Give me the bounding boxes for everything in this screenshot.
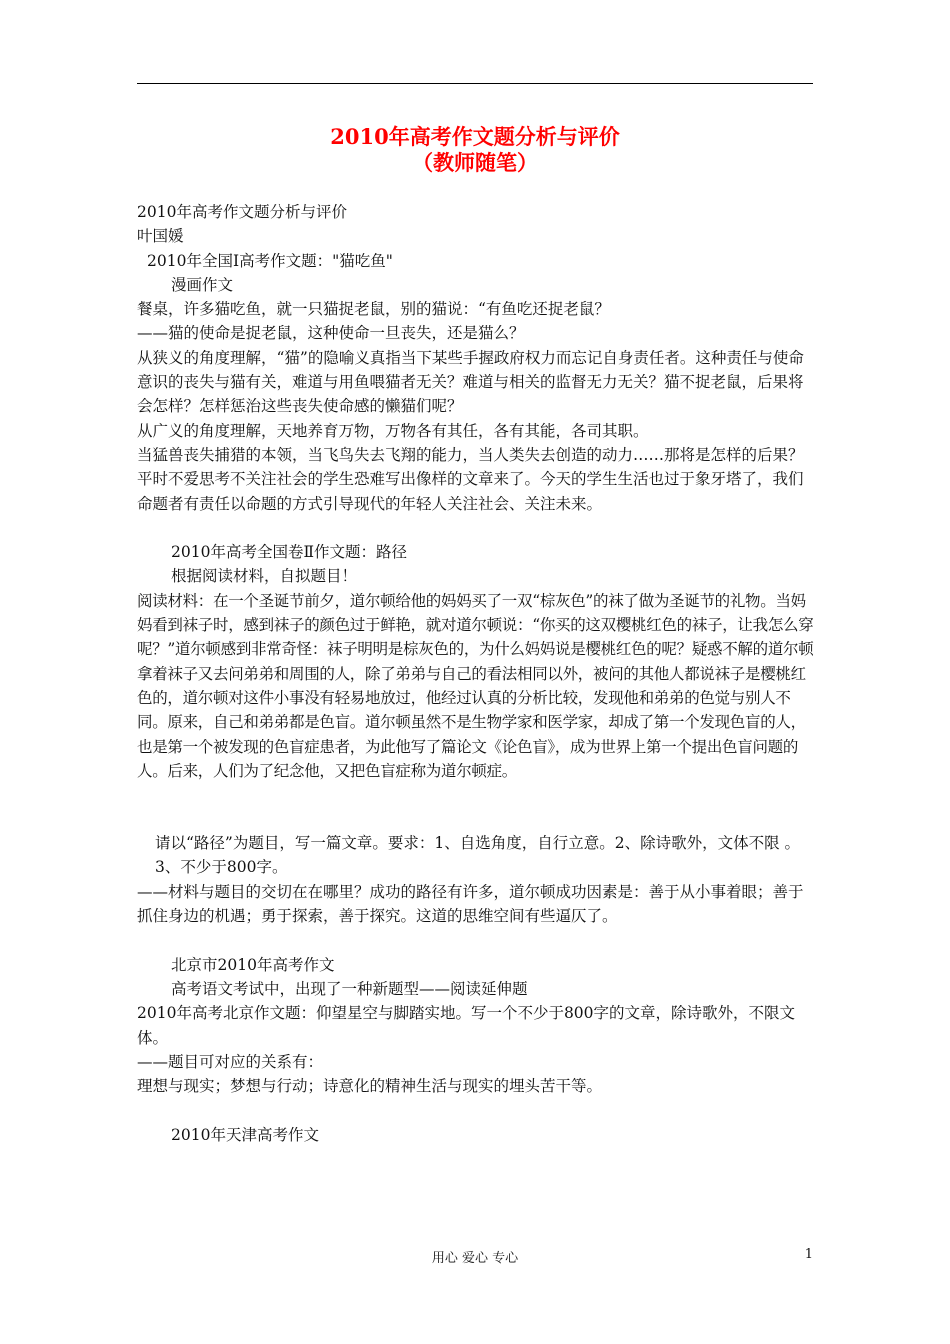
paragraph: 理想与现实；梦想与行动；诗意化的精神生活与现实的埋头苦干等。 bbox=[137, 1077, 603, 1096]
paragraph-topic-2: 2010年高考全国卷Ⅱ作文题：路径 bbox=[171, 543, 407, 562]
paragraph-author: 叶国媛 bbox=[137, 227, 184, 246]
paragraph-topic-4: 2010年天津高考作文 bbox=[171, 1125, 319, 1144]
paragraph: ——猫的使命是捉老鼠，这种使命一旦丧失，还是猫么？ bbox=[137, 324, 525, 343]
paragraph-heading: 2010年高考作文题分析与评价 bbox=[137, 203, 347, 221]
paragraph: ——题目可对应的关系有： bbox=[137, 1052, 324, 1071]
paragraph-topic-3: 北京市2010年高考作文 bbox=[171, 955, 335, 974]
blank-line bbox=[137, 516, 815, 540]
paragraph: 2010年高考北京作文题：仰望星空与脚踏实地。写一个不少于800字的文章，除诗歌外，不限文体。 bbox=[137, 1004, 796, 1047]
header-rule bbox=[137, 83, 813, 84]
paragraph-reading-material: 阅读材料：在一个圣诞节前夕，道尔顿给他的妈妈买了一双“棕灰色”的袜了做为圣诞节的礼物。当妈妈看到袜子时，感到袜子的颜色过于鲜艳，就对道尔顿说：“你买的这双樱桃红色的袜子，让我怎么穿呢？”道尔顿感到非常奇怪：袜子明明是棕灰色的，为什么妈妈说是樱桃红色的呢？疑惑不解的道尔顿拿着袜子又去问弟弟和周围的人，除了弟弟与自己的看法相同以外，被问的其他人都说袜子是樱桃红色的，道尔顿对这件小事没有轻易地放过，他经过认真的分析比较，发现他和弟弟的色觉与别人不同。原来，自己和弟弟都是色盲。道尔顿虽然不是生物学家和医学家，却成了第一个发现色盲的人，也是第一个被发现的色盲症患者，为此他写了篇论文《论色盲》，成为世界上第一个提出色盲问题的人。后来，人们为了纪念他，又把色盲症称为道尔顿症。 bbox=[137, 591, 814, 780]
blank-line bbox=[137, 1098, 815, 1122]
paragraph-topic-1: 2010年全国Ⅰ高考作文题："猫吃鱼" bbox=[147, 251, 393, 270]
paragraph-requirements: 请以“路径”为题目，写一篇文章。要求：1、自选角度，自行立意。2、除诗歌外，文体不限 。3、不少于800字。 bbox=[155, 834, 801, 877]
blank-line bbox=[137, 783, 815, 831]
paragraph: 根据阅读材料，自拟题目！ bbox=[171, 567, 358, 586]
paragraph: ——材料与题目的交切在在哪里？成功的路径有许多，道尔顿成功因素是：善于从小事着眼；善于抓住身边的机遇；勇于探索，善于探究。这道的思维空间有些逼仄了。 bbox=[137, 882, 804, 926]
footer-motto: 用心 爱心 专心 bbox=[431, 1251, 519, 1266]
document-subtitle: （教师随笔） bbox=[412, 150, 538, 175]
page-number: 1 bbox=[804, 1247, 813, 1262]
document-title: 2010年高考作文题分析与评价 bbox=[330, 124, 620, 149]
paragraph-comic-essay: 漫画作文 bbox=[171, 275, 234, 294]
paragraph: 平时不爱思考不关注社会的学生恐难写出像样的文章来了。今天的学生生活也过于象牙塔了，我们命题者有责任以命题的方式引导现代的年轻人关注社会、关注未来。 bbox=[137, 470, 804, 513]
paragraph: 从广义的角度理解，天地养育万物，万物各有其任，各有其能，各司其职。 bbox=[137, 421, 649, 440]
paragraph: 从狭义的角度理解，“猫”的隐喻义真指当下某些手握政府权力而忘记自身责任者。这种责任与使命意识的丧失与猫有关，难道与用鱼喂猫者无关？难道与相关的监督无力无关？猫不捉老鼠，后果将会怎样？怎样惩治这些丧失使命感的懒猫们呢？ bbox=[137, 348, 804, 416]
document-body bbox=[137, 200, 815, 1147]
paragraph: 餐桌，许多猫吃鱼，就一只猫捉老鼠，别的猫说：“有鱼吃还捉老鼠？ bbox=[137, 300, 610, 319]
blank-line bbox=[137, 928, 815, 952]
paragraph: 当猛兽丧失捕猎的本领，当飞鸟失去飞翔的能力，当人类失去创造的动力……那将是怎样的后果？ bbox=[137, 445, 804, 464]
paragraph: 高考语文考试中，出现了一种新题型——阅读延伸题 bbox=[171, 979, 528, 998]
